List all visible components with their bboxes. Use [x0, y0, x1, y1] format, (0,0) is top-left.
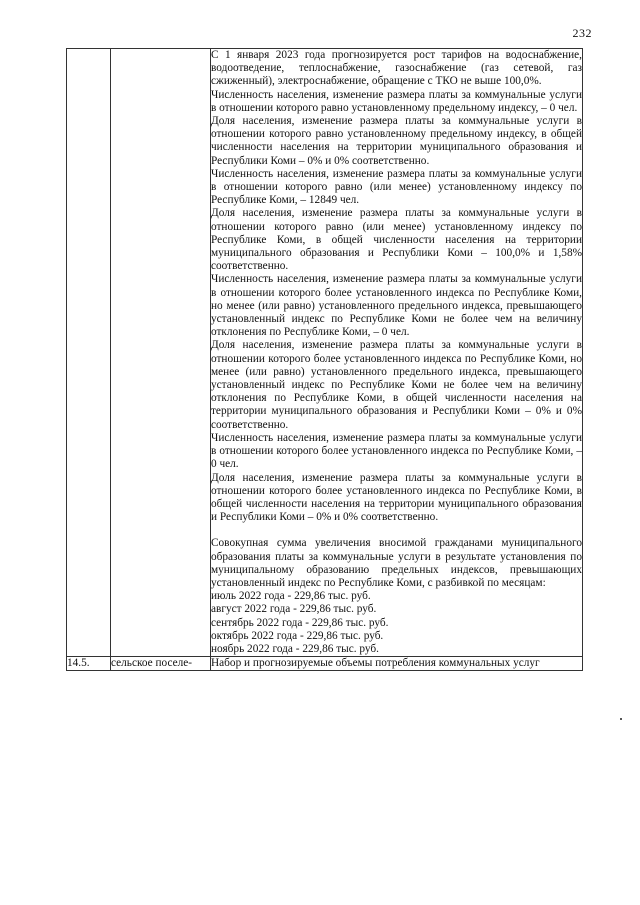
paragraph-total-increase: Совокупная сумма увеличения вносимой гражданами муниципального образования платы за коммунальные услуги в результате установления по муниципальному образованию предельных индексов, превышающих установленный индекс по Республике Коми, с разбивкой по месяцам: — [211, 537, 582, 589]
paragraph-population-within-deviation: Численность населения, изменение размера платы за коммунальные услуги в отношении которого более установленного индекса по Республике Коми, но менее (или равно) установленного предельного индекса, превышающего установленный индекс по Республике Коми не более чем на величину отклонения по Республике Коми, – 0 чел. — [211, 273, 582, 339]
row-number-cell — [67, 49, 111, 657]
row-settlement-type: сельское поселе- — [111, 657, 211, 671]
table-row — [67, 657, 583, 671]
row-text-cell — [211, 49, 583, 657]
paragraph-tariff-growth: С 1 января 2023 года прогнозируется рост тарифов на водоснабжение, водоотведение, теплоснабжение, газоснабжение (газ сетевой, газ сжиженный), электроснабжение, обращение с ТКО не выше 100,0%. — [211, 49, 582, 88]
row-number: 14.5. — [67, 657, 111, 671]
row-description: Набор и прогнозируемые объемы потребления коммунальных услуг — [211, 657, 583, 671]
paragraph-share-above-index: Доля населения, изменение размера платы за коммунальные услуги в отношении которого более установленного индекса по Республике Коми, в общей численности населения на территории муниципального образования и Республики Коми – 0% и 0% соответственно. — [211, 471, 582, 524]
month-line-october: октябрь 2022 года - 229,86 тыс. руб. — [211, 629, 384, 642]
row-type-cell — [111, 49, 211, 657]
month-line-august: август 2022 года - 229,86 тыс. руб. — [211, 603, 377, 616]
table-row — [67, 49, 583, 657]
scan-speck — [620, 718, 622, 720]
content-table — [66, 48, 583, 671]
paragraph-share-equal-limit: Доля населения, изменение размера платы за коммунальные услуги в отношении которого равно установленному предельному индексу, в общей численности населения на территории муниципального образования и Республики Коми – 0% и 0% соответственно. — [211, 115, 582, 167]
page-number: 232 — [572, 26, 592, 40]
paragraph-gap — [211, 524, 582, 537]
paragraph-population-above-index: Численность населения, изменение размера платы за коммунальные услуги в отношении которого более установленного индекса по Республике Коми, – 0 чел. — [211, 431, 582, 471]
paragraph-share-below-index: Доля населения, изменение размера платы за коммунальные услуги в отношении которого равно (или менее) установленному индексу по Республике Коми, в общей численности населения на территории муниципального образования и Республики Коми – 100,0% и 1,58% соответственно. — [211, 207, 582, 273]
paragraph-population-equal-limit: Численность населения, изменение размера платы за коммунальные услуги в отношении которого равно установленному предельному индексу, – 0 чел. — [211, 88, 582, 114]
month-line-july: июль 2022 года - 229,86 тыс. руб. — [211, 590, 371, 603]
month-line-september: сентябрь 2022 года - 229,86 тыс. руб. — [211, 616, 389, 629]
paragraph-population-below-index: Численность населения, изменение размера платы за коммунальные услуги в отношении которого равно (или менее) установленному индексу по Республике Коми, – 12849 чел. — [211, 167, 582, 207]
paragraph-share-within-deviation: Доля населения, изменение размера платы за коммунальные услуги в отношении которого более установленного индекса по Республике Коми, но менее (или равно) установленного предельного индекса, превышающего установленный индекс по Республике Коми не более чем на величину отклонения по Республике Коми, в общей численности населения на территории муниципального образования и Республики Коми – 0% и 0% соответственно. — [211, 339, 582, 431]
month-line-november: ноябрь 2022 года - 229,86 тыс. руб. — [211, 642, 379, 655]
